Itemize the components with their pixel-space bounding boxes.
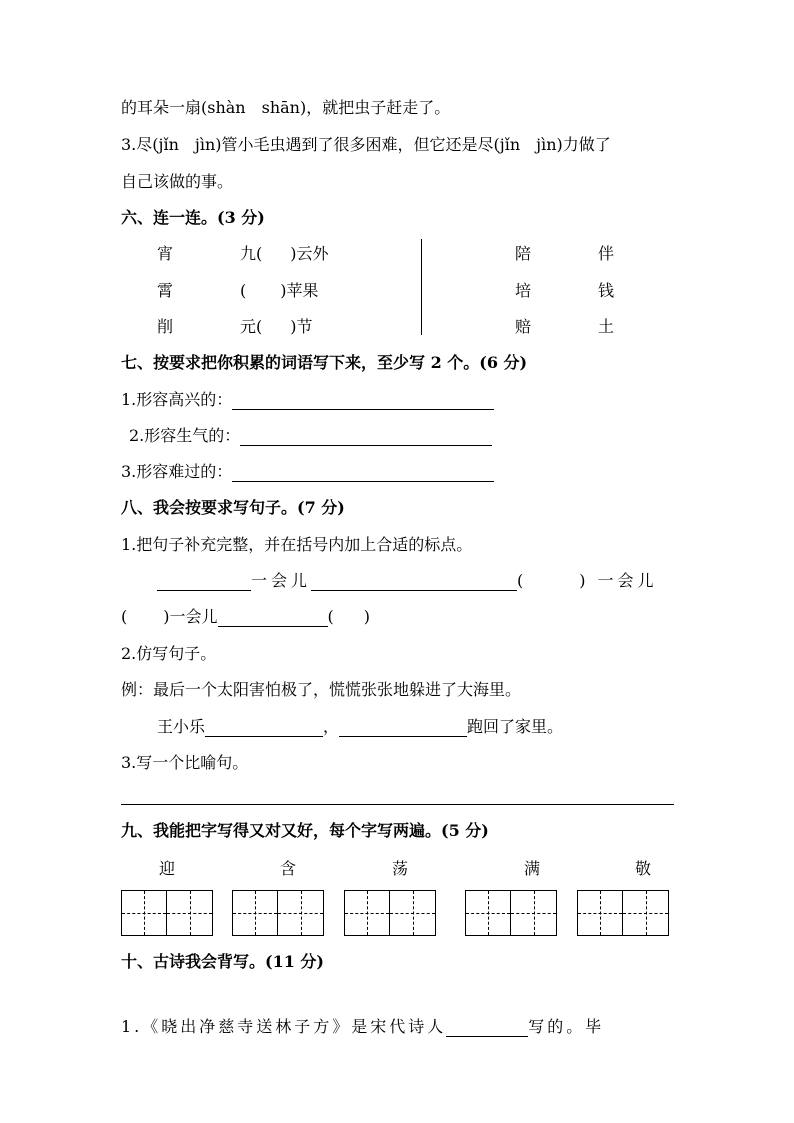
grid-cell[interactable]: [122, 891, 167, 935]
grid-cell[interactable]: [233, 891, 278, 935]
q6-left-char: 宵: [157, 244, 174, 263]
q8-item-3: 3.写一个比喻句。: [121, 753, 249, 772]
q5-line-2: 3.尽(jǐn jìn)管小毛虫遇到了很多困难，但它还是尽(jǐn jìn)力做了: [121, 135, 611, 154]
grid-cell[interactable]: [167, 891, 212, 935]
q7-item-label: 3.形容难过的：: [121, 462, 233, 481]
q6-right-char: 培: [515, 281, 532, 300]
q7-item: [121, 462, 494, 482]
grid-cell[interactable]: [623, 891, 668, 935]
q10-line-end: 写的。毕: [528, 1017, 605, 1036]
writing-grid[interactable]: [465, 890, 557, 936]
paren-open: (: [121, 607, 128, 626]
practice-char: 满: [523, 859, 540, 878]
q6-right-char: 土: [598, 317, 615, 336]
imitate-comma: ，: [323, 717, 340, 736]
q8-item-1: 1.把句子补充完整，并在括号内加上合适的标点。: [121, 535, 473, 554]
q10-line-start: 1.《晓出净慈寺送林子方》是宋代诗人: [121, 1017, 447, 1036]
yihuier-text: 一会儿: [251, 571, 312, 590]
paren-close: ): [579, 571, 586, 590]
paren-close: ): [163, 607, 170, 626]
writing-grid[interactable]: [344, 890, 436, 936]
practice-char: 荡: [391, 859, 408, 878]
grid-cell[interactable]: [390, 891, 435, 935]
practice-char: 含: [279, 859, 296, 878]
answer-blank[interactable]: [218, 610, 328, 627]
answer-blank[interactable]: [240, 429, 492, 446]
phrase-suffix: )云外: [290, 244, 329, 263]
phrase-prefix: 九(: [240, 244, 263, 263]
q7-item: [129, 426, 492, 446]
q6-phrase: [240, 281, 319, 301]
phrase-blank[interactable]: [246, 285, 280, 301]
writing-grid[interactable]: [577, 890, 669, 936]
q8-heading: 八、我会按要求写句子。(7 分): [121, 498, 345, 517]
grid-cell[interactable]: [345, 891, 390, 935]
poet-blank[interactable]: [446, 1020, 528, 1037]
q8-fill-line-1: [157, 571, 658, 591]
q6-phrase: [240, 317, 313, 337]
q6-right-char: 钱: [598, 281, 615, 300]
q8-example: 例：最后一个太阳害怕极了，慌慌张张地躲进了大海里。: [121, 680, 522, 699]
grid-cell[interactable]: [466, 891, 511, 935]
phrase-blank[interactable]: [262, 321, 290, 337]
q5-line-3: 自己该做的事。: [121, 172, 234, 191]
answer-blank[interactable]: [205, 720, 323, 737]
paren-open: (: [517, 571, 524, 590]
answer-blank[interactable]: [232, 393, 494, 410]
q6-right-char: 赔: [515, 317, 532, 336]
q7-item-label: 1.形容高兴的：: [121, 390, 233, 409]
answer-blank[interactable]: [311, 574, 517, 591]
grid-cell[interactable]: [511, 891, 556, 935]
answer-blank[interactable]: [339, 720, 467, 737]
answer-blank[interactable]: [157, 574, 251, 591]
paren-open: (: [327, 607, 334, 626]
q6-divider: [421, 239, 422, 335]
q9-heading: 九、我能把字写得又对又好，每个字写两遍。(5 分): [121, 821, 489, 840]
q7-heading: 七、按要求把你积累的词语写下来，至少写 2 个。(6 分): [121, 353, 528, 372]
q6-right-char: 伴: [598, 244, 615, 263]
q5-line-1: 的耳朵一扇(shàn shān)，就把虫子赶走了。: [121, 98, 451, 117]
grid-cell[interactable]: [278, 891, 323, 935]
q6-left-char: 削: [157, 317, 174, 336]
q6-left-char: 霄: [157, 281, 174, 300]
q8-item-2: 2.仿写句子。: [121, 644, 217, 663]
q8-imitate-line: [157, 717, 563, 737]
yihuier-text: 一会儿: [169, 607, 218, 626]
practice-char: 敬: [634, 859, 651, 878]
q10-heading: 十、古诗我会背写。(11 分): [121, 952, 324, 971]
phrase-blank[interactable]: [262, 248, 290, 264]
phrase-suffix: )苹果: [280, 281, 319, 300]
imitate-start: 王小乐: [157, 717, 206, 736]
answer-blank[interactable]: [232, 465, 494, 482]
writing-grid[interactable]: [232, 890, 324, 936]
q6-heading: 六、连一连。(3 分): [121, 208, 265, 227]
grid-cell[interactable]: [578, 891, 623, 935]
practice-char: 迎: [158, 859, 175, 878]
imitate-end: 跑回了家里。: [467, 717, 564, 736]
phrase-prefix: (: [240, 281, 247, 300]
q6-right-char: 陪: [515, 244, 532, 263]
simile-answer-line[interactable]: [121, 804, 674, 805]
paren-close: ): [363, 607, 371, 626]
writing-grid[interactable]: [121, 890, 213, 936]
q7-item-label: 2.形容生气的：: [129, 426, 241, 445]
yihuier-text: 一会儿: [597, 571, 658, 590]
phrase-prefix: 元(: [240, 317, 263, 336]
phrase-suffix: )节: [290, 317, 313, 336]
q10-line-1: [121, 1017, 604, 1037]
q7-item: [121, 390, 494, 410]
q8-fill-line-2: [121, 607, 370, 627]
q6-phrase: [240, 244, 329, 264]
